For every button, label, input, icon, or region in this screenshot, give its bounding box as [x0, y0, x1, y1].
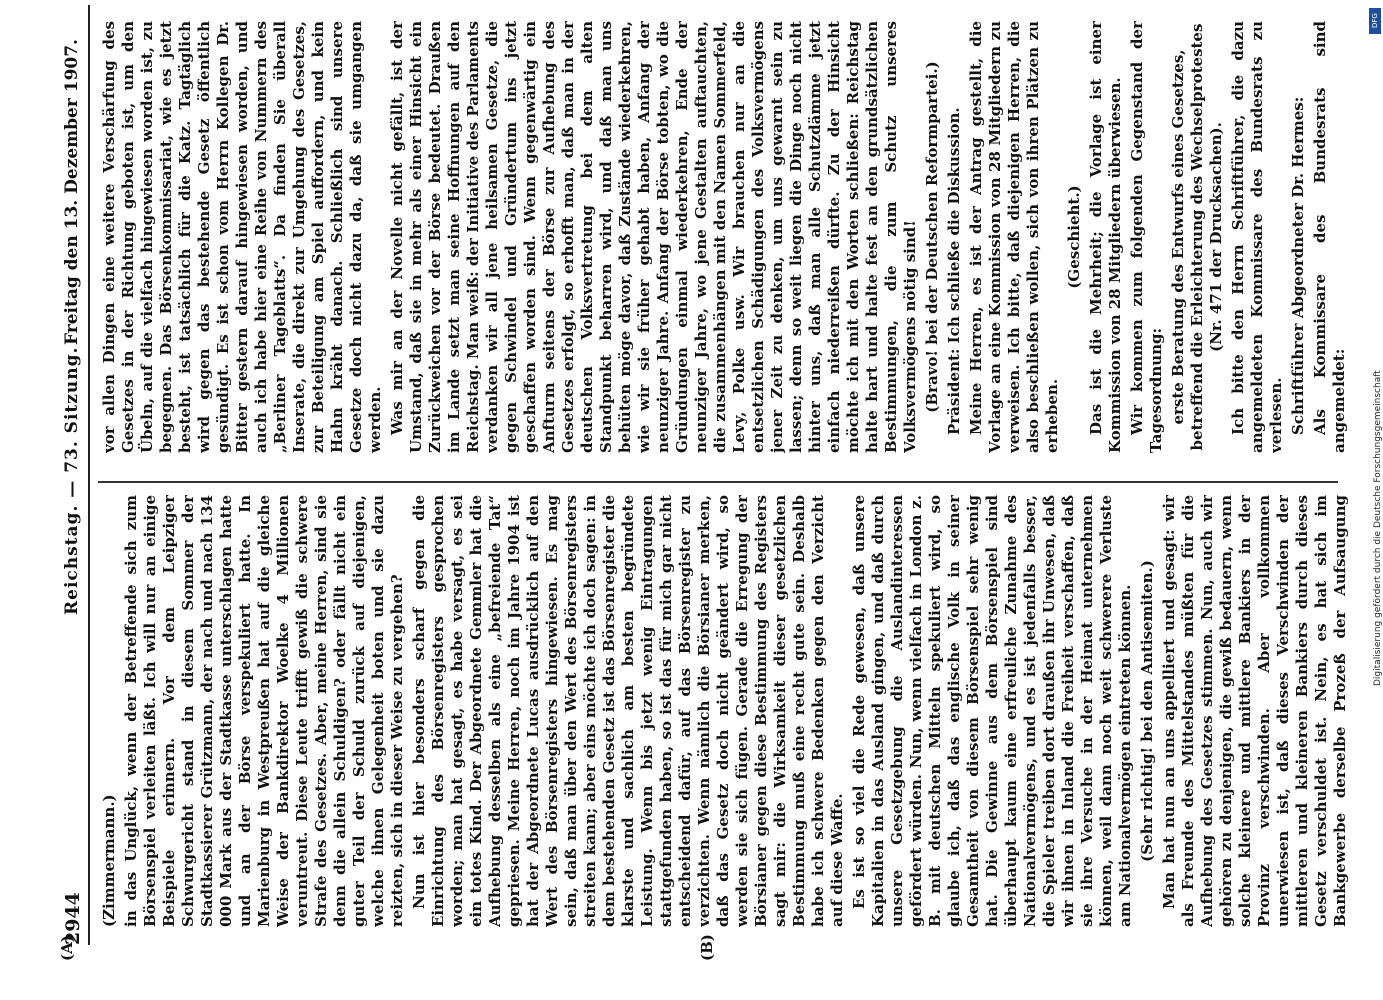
agenda-item: erste Beratung des Entwurfs eines Gesetzes, betreffend die Erleichterung des Wechselprotestes (Nr. 471 der Drucksachen).	[1169, 23, 1225, 451]
paragraph: Es ist so viel die Rede gewesen, daß unsere Kapitalien in das Ausland gingen, und daß durch unsere Gesetzgebung die Auslandinteressen gefördert würden. Nun, wenn vielfach in London z. B. mit deutschen Mitteln spekuliert wird, so glaube ich, daß das englische Volk in seiner Gesamtheit von diesem Börsenspiel sehr wenig hat. Die Gewinne aus dem Börsenspiel sind überhaupt kaum eine erfreuliche Zunahme des Nationalvermögens, und es ist jedenfalls besser, die Spieler treiben dort draußen ihr Unwesen, daß wir ihnen in Inland die Freiheit verschaffen, daß sie ihre Versuche in der Heimat unternehmen können, weil dann noch weit schwerere Verluste am Nationalvermögen eintreten können.	[850, 495, 1134, 927]
column-divider	[98, 481, 1338, 483]
digitization-credit: Digitalisierung gefördert durch die Deutsche Forschungsgemeinschaft	[1373, 370, 1383, 686]
paragraph: vor allen Dingen eine weitere Verschärfung des Gesetzes in der Richtung geboten ist, um den Übeln, auf die vielfach hingewiesen worden ist, zu begegnen. Das Börsenkommissariat, wie es jetzt besteht, ist tatsächlich für die Katz. Tagtäglich wird gegen das bestehende Gesetz öffentlich gesündigt. Es ist schon vom Herrn Kollegen Dr. Bitter gestern darauf hingewiesen worden, und auch ich habe hier eine Reihe von Nummern des „Berliner Tageblatts“. Da finden Sie überall Inserate, die direkt zur Umgehung des Gesetzes, zur Beteiligung am Spiel auffordern, und kein Hahn kräht danach. Schließlich sind unsere Gesetze doch nicht dazu da, daß sie umgangen werden.	[100, 21, 384, 453]
paragraph: Als Kommissare des Bundesrats sind angemeldet:	[1311, 21, 1348, 453]
rotated-page	[58, 5, 1358, 961]
paragraph: Wir kommen zum folgenden Gegenstand der Tagesordnung:	[1128, 21, 1165, 453]
margin-marker-b: (B)	[698, 934, 716, 961]
credit-strip	[1372, 6, 1383, 686]
paragraph: Meine Herren, es ist der Antrag gestellt, die Vorlage an eine Kommission von 28 Mitgliedern zu verweisen. Ich bitte, daß diejenigen Herren, die also beschließen wollen, sich von ihren Plätzen zu erheben.	[967, 21, 1061, 453]
interjection: (Geschieht.)	[1065, 185, 1083, 289]
president-statement: Präsident: Ich schließe die Diskussion.	[945, 107, 963, 435]
interjection: (Sehr richtig! bei den Antisemiten.)	[1138, 560, 1156, 862]
header-rule	[88, 5, 90, 945]
dfg-logo: DFG	[1369, 8, 1381, 34]
left-column	[100, 495, 1350, 927]
page-number: 2944	[62, 892, 84, 945]
margin-marker-a: (A)	[58, 935, 76, 961]
speaker-tag: (Zimmermann.)	[100, 794, 118, 927]
session-date: Freitag den 13. Dezember 1907.	[62, 39, 82, 345]
paragraph: in das Unglück, wenn der Betreffende sich zum Börsenspiel verleiten läßt. Ich will nur an einige Beispiele erinnern. Vor dem Leipziger Schwurgericht stand in diesem Sommer der Stadtkassierer Grützmann, der nach und nach 134 000 Mark aus der Stadtkasse unterschlagen hatte und an der Börse verspekuliert hatte. In Marienburg in Westpreußen hat auf die gleiche Weise der Bankdirektor Woelke 4 Millionen veruntreut. Diese Leute trifft gewiß die schwere Strafe des Gesetzes. Aber, meine Herren, sind sie denn die allein Schuldigen? oder fällt nicht ein guter Teil der Schuld zurück auf diejenigen, welche ihnen Gelegenheit boten und sie dazu reizten, sich in dieser Weise zu vergehen?	[122, 495, 406, 927]
paragraph: Ich bitte den Herrn Schriftführer, die dazu angemeldeten Kommissare des Bundesrats zu verlesen.	[1229, 21, 1285, 453]
paragraph: Man hat nun an uns appelliert und gesagt: wir als Freunde des Mittelstandes müßten für die Aufhebung des Gesetzes stimmen. Nun, auch wir gehören zu denjenigen, die gewiß bedauern, wenn solche kleinere und mittlere Bankiers in der Provinz verschwinden. Aber vollkommen unerwiesen ist, daß dieses Verschwinden der mittleren und kleineren Bankiers durch dieses Gesetz verschuldet ist. Nein, es hat sich im Bankgewerbe derselbe Prozeß der Aufsaugung	[1160, 495, 1349, 927]
right-column	[100, 21, 1350, 453]
paragraph: Was mir an der Novelle nicht gefällt, ist der Umstand, daß sie in mehr als einer Hinsicht ein Zurückweichen vor der Börse bedeutet. Draußen im Lande setzt man seine Hoffnungen auf den Reichstag. Man weiß: der Initiative des Parlaments verdanken wir all jene heilsamen Gesetze, die gegen Schwindel und Gründertum ins jetzt geschaffen worden sind. Wenn gegenwärtig ein Anfturm seitens der Börse zur Aufhebung des Gesetzes erfolgt, so erhofft man, daß man in der deutschen Volksvertretung bei dem alten Standpunkt beharren wird, und daß man uns behüten möge davor, daß Zustände wiederkehren, wie wir sie früher gehabt haben, Anfang der neunziger Jahre. Anfang der Börse tobten, wo die Gründungen einmal wiederkehren, Ende der neunziger Jahre, wo jene Gestalten auftauchten, die zusammenhängen mit den Namen Sommerfeld, Levy, Polke usw. Wir brauchen nur an die entsetzlichen Schädigungen des Volksvermögens jener Zeit zu denken, um uns gewarnt sein zu lassen; denn so weit liegen die Dinge noch nicht hinter uns, daß man alle Schutzdämme jetzt einfach niederreißen dürfte. Zu der Hinsicht möchte ich mit den Worten schließen: Reichstag halte hart und halte fest an den grundsätzlichen Bestimmungen, die zum Schutz unseres Volksvermögens nötig sind!	[388, 21, 919, 453]
interjection: (Bravo! bei der Deutschen Reformpartei.)	[923, 61, 941, 413]
paragraph: Schriftführer Abgeordneter Dr. Hermes:	[1289, 96, 1307, 435]
page-header	[58, 5, 102, 945]
session-title: Reichstag. — 73. Sitzung.	[62, 346, 82, 615]
paragraph: Das ist die Mehrheit; die Vorlage ist einer Kommission von 28 Mitgliedern überwiesen.	[1087, 21, 1124, 453]
paragraph: Nun ist hier besonders scharf gegen die Einrichtung des Börsenregisters gesprochen worden; man hat gesagt, es habe versagt, es sei ein totes Kind. Der Abgeordnete Gemmler hat die Aufhebung desselben als eine „befreiende Tat“ gepriesen. Meine Herren, noch im Jahre 1904 ist hat der Abgeordnete Lucas ausdrücklich auf den Wert des Börsenregisters hingewiesen. Es mag sein, daß man über den Wert des Börsenregisters streiten kann; aber eins möchte ich doch sagen: in dem bestehenden Gesetz ist das Börsenregister die klarste und sachlich am besten begründete Leistung. Wenn bis jetzt wenig Eintragungen stattgefunden haben, so ist das für mich gar nicht entscheidend dafür, auf das Börsenregister zu verzichten. Wenn nämlich die Börsianer merken, daß das Gesetz doch nicht geändert wird, so werden sie sich fügen. Gerade die Erregung der Börsianer gegen diese Bestimmung des Registers sagt mir: die Wirksamkeit dieser gesetzlichen Bestimmung muß eine recht gute sein. Deshalb habe ich schwere Bedenken gegen den Verzicht auf diese Waffe.	[410, 495, 846, 927]
